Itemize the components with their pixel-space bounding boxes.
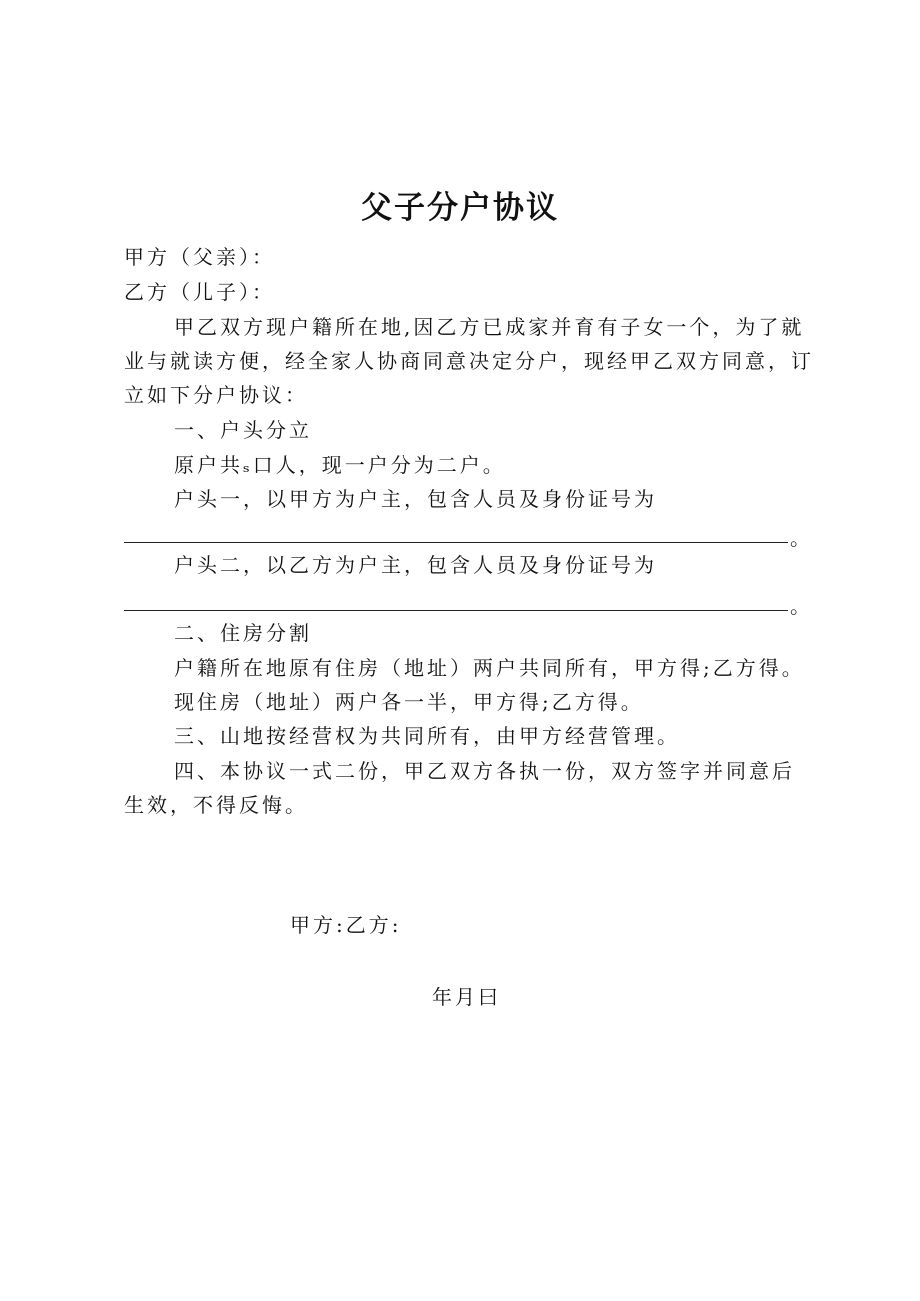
- section1-line-1: 原户共ₛ口人，现一户分为二户。: [174, 453, 506, 477]
- household1-blank-line: [124, 542, 788, 543]
- household2-text: 户头二，以乙方为户主，包含人员及身份证号为: [174, 553, 657, 577]
- signature-parties: 甲方:乙方:: [290, 913, 402, 937]
- section3-line-1: 三、山地按经营权为共同所有，由甲方经营管理。: [174, 724, 680, 748]
- document-title: 父子分户协议: [361, 190, 559, 226]
- party-a-label: 甲方（父亲）：: [124, 245, 275, 269]
- intro-line-3: 立如下分户协议：: [124, 383, 308, 407]
- intro-line-2: 业与就读方便，经全家人协商同意决定分户，现经甲乙双方同意，订: [124, 349, 814, 373]
- section4-line-1: 四、本协议一式二份，甲乙双方各执一份，双方签字并同意后: [174, 759, 795, 783]
- party-b-label: 乙方（儿子）：: [124, 280, 275, 304]
- household1-period: 。: [790, 526, 810, 550]
- household1-text: 户头一，以甲方为户主，包含人员及身份证号为: [174, 487, 657, 511]
- intro-line-1: 甲乙双方现户籍所在地,因乙方已成家并育有子女一个，为了就: [174, 315, 805, 339]
- household2-blank-line: [124, 610, 788, 611]
- section2-heading: 二、住房分割: [174, 621, 312, 645]
- section2-line-1: 户籍所在地原有住房（地址）两户共同所有，甲方得;乙方得。: [174, 656, 805, 680]
- section2-line-2: 现住房（地址）两户各一半，甲方得;乙方得。: [174, 690, 644, 714]
- signature-date: 年月曰: [432, 985, 501, 1009]
- section1-heading: 一、户头分立: [174, 418, 312, 442]
- household2-period: 。: [790, 594, 810, 618]
- section4-line-2: 生效，不得反悔。: [124, 793, 308, 817]
